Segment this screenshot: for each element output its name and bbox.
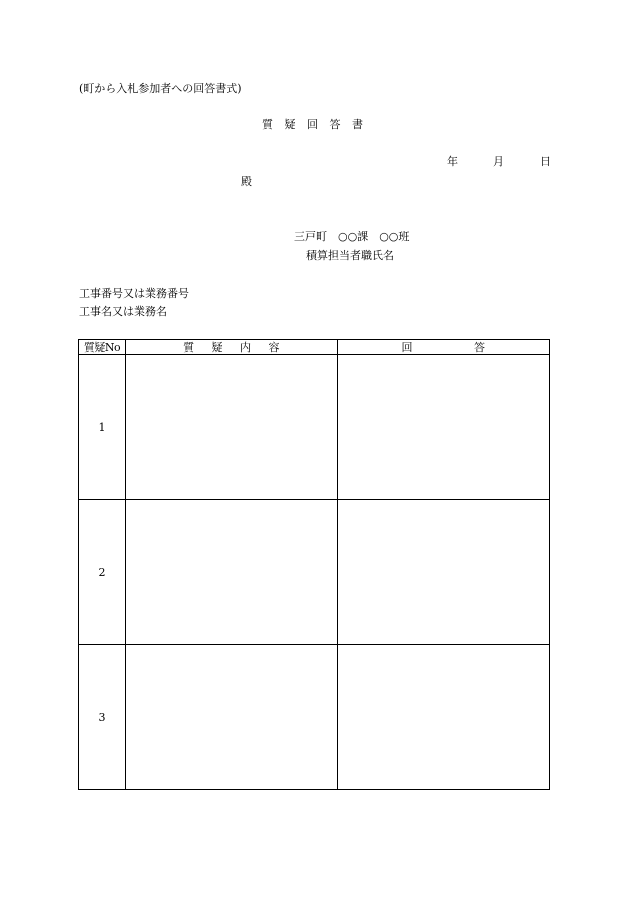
form-format-note: (町から入札参加者への回答書式) [79, 82, 242, 95]
header-question-content: 質 疑 内 容 [126, 340, 337, 355]
date-year-label: 年 [447, 155, 458, 168]
table-row [79, 355, 550, 500]
answer-cell[interactable] [337, 355, 549, 500]
answer-cell[interactable] [337, 645, 549, 790]
header-answer: 回 答 [337, 340, 549, 355]
header-question-no: 質疑No [79, 340, 126, 355]
question-cell[interactable] [126, 355, 337, 500]
addressee-honorific: 殿 [241, 175, 252, 188]
answer-cell[interactable] [337, 500, 549, 645]
issuer-department: 三戸町 ○○課 ○○班 [294, 230, 410, 243]
work-number-label: 工事番号又は業務番号 [79, 287, 189, 300]
date-month-label: 月 [493, 155, 504, 168]
work-name-label: 工事名又は業務名 [79, 305, 167, 318]
qa-table [78, 339, 550, 790]
table-row [79, 500, 550, 645]
question-cell[interactable] [126, 645, 337, 790]
date-day-label: 日 [540, 155, 551, 168]
row-number: 3 [79, 645, 126, 790]
row-number: 1 [79, 355, 126, 500]
document-title: 質 疑 回 答 書 [262, 118, 364, 131]
issuer-role: 積算担当者職氏名 [306, 249, 394, 262]
table-header-row [79, 340, 550, 355]
question-cell[interactable] [126, 500, 337, 645]
row-number: 2 [79, 500, 126, 645]
table-row [79, 645, 550, 790]
